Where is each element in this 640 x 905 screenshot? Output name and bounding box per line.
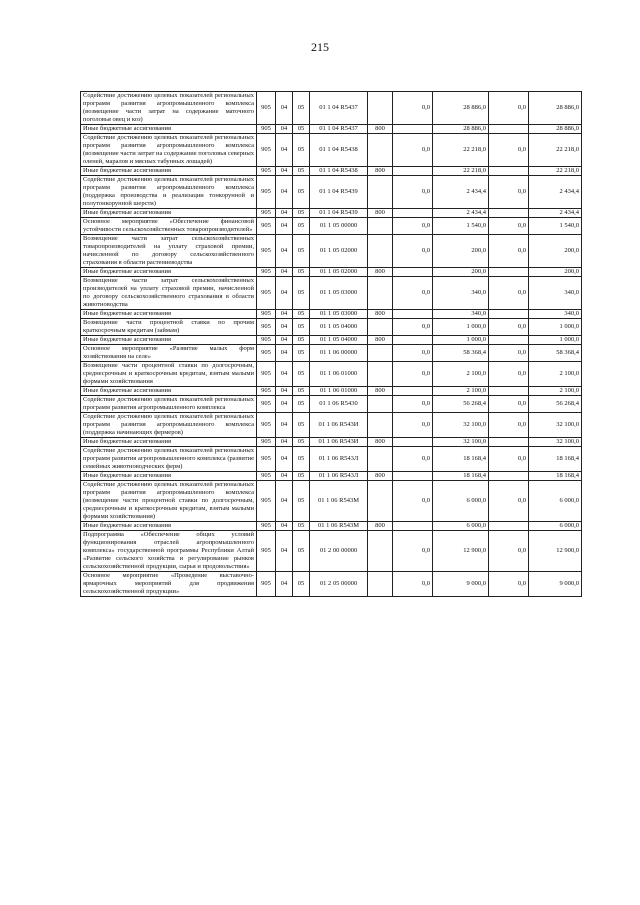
- cell-amount-2: 12 900,0: [433, 531, 489, 572]
- cell-target-article: 01 1 06 R543И: [310, 438, 368, 447]
- cell-amount-2: 340,0: [433, 310, 489, 319]
- cell-amount-4: 22 218,0: [529, 167, 582, 176]
- cell-target-article: 01 1 04 R5438: [310, 167, 368, 176]
- cell-amount-2: 6 000,0: [433, 522, 489, 531]
- cell-amount-1: [393, 472, 433, 481]
- cell-expense-type: [368, 345, 393, 362]
- cell-section: 04: [276, 235, 293, 268]
- cell-section: 04: [276, 310, 293, 319]
- cell-amount-3: [489, 522, 529, 531]
- cell-amount-1: 0,0: [393, 218, 433, 235]
- cell-subsection: 05: [293, 167, 310, 176]
- cell-subsection: 05: [293, 218, 310, 235]
- cell-target-article: 01 1 04 R5439: [310, 176, 368, 209]
- cell-amount-1: 0,0: [393, 572, 433, 597]
- cell-section: 04: [276, 447, 293, 472]
- cell-subsection: 05: [293, 387, 310, 396]
- cell-subsection: 05: [293, 345, 310, 362]
- cell-amount-3: 0,0: [489, 92, 529, 125]
- cell-grbs: 905: [257, 167, 276, 176]
- cell-subsection: 05: [293, 522, 310, 531]
- cell-amount-1: 0,0: [393, 176, 433, 209]
- cell-target-article: 01 1 05 00000: [310, 218, 368, 235]
- cell-amount-3: 0,0: [489, 345, 529, 362]
- cell-grbs: 905: [257, 336, 276, 345]
- cell-amount-4: 9 000,0: [529, 572, 582, 597]
- cell-target-article: 01 1 06 R543М: [310, 481, 368, 522]
- cell-amount-3: 0,0: [489, 481, 529, 522]
- cell-subsection: 05: [293, 396, 310, 413]
- cell-expense-type: 800: [368, 387, 393, 396]
- cell-target-article: 01 1 06 R543Л: [310, 447, 368, 472]
- cell-amount-3: 0,0: [489, 319, 529, 336]
- cell-amount-2: 58 368,4: [433, 345, 489, 362]
- page-number: 215: [311, 40, 329, 54]
- cell-amount-3: 0,0: [489, 413, 529, 438]
- cell-expense-type: 800: [368, 472, 393, 481]
- cell-amount-1: [393, 522, 433, 531]
- cell-name: Иные бюджетные ассигнования: [81, 268, 257, 277]
- cell-section: 04: [276, 268, 293, 277]
- cell-grbs: 905: [257, 176, 276, 209]
- cell-amount-2: 28 886,0: [433, 92, 489, 125]
- cell-amount-2: 22 218,0: [433, 167, 489, 176]
- cell-target-article: 01 1 06 R5430: [310, 396, 368, 413]
- cell-amount-2: 9 000,0: [433, 572, 489, 597]
- cell-amount-3: [489, 387, 529, 396]
- cell-amount-4: 6 000,0: [529, 481, 582, 522]
- cell-section: 04: [276, 345, 293, 362]
- cell-amount-2: 200,0: [433, 235, 489, 268]
- cell-amount-2: 32 100,0: [433, 438, 489, 447]
- cell-target-article: 01 1 05 03000: [310, 277, 368, 310]
- cell-expense-type: [368, 92, 393, 125]
- cell-subsection: 05: [293, 209, 310, 218]
- cell-name: Иные бюджетные ассигнования: [81, 125, 257, 134]
- cell-expense-type: [368, 218, 393, 235]
- cell-name: Возмещение части затрат сельскохозяйственных производителей на уплату страховой премии, начисленной по договору сельскохозяйственного страхования в области животноводства: [81, 277, 257, 310]
- cell-amount-1: [393, 209, 433, 218]
- cell-section: 04: [276, 167, 293, 176]
- cell-grbs: 905: [257, 235, 276, 268]
- cell-amount-3: 0,0: [489, 531, 529, 572]
- cell-amount-1: [393, 167, 433, 176]
- cell-section: 04: [276, 522, 293, 531]
- cell-amount-3: 0,0: [489, 218, 529, 235]
- cell-subsection: 05: [293, 531, 310, 572]
- cell-subsection: 05: [293, 134, 310, 167]
- cell-grbs: 905: [257, 345, 276, 362]
- cell-amount-4: 2 100,0: [529, 387, 582, 396]
- cell-amount-2: 1 000,0: [433, 336, 489, 345]
- cell-amount-1: 0,0: [393, 362, 433, 387]
- cell-amount-3: [489, 310, 529, 319]
- cell-grbs: 905: [257, 396, 276, 413]
- cell-amount-3: [489, 438, 529, 447]
- cell-name: Возмещение части затрат сельскохозяйственных товаропроизводителей на уплату страховой премии, начисленной по договору сельскохозяйственного страхования в области растениеводства: [81, 235, 257, 268]
- cell-target-article: 01 2 05 00000: [310, 572, 368, 597]
- cell-expense-type: 800: [368, 336, 393, 345]
- cell-subsection: 05: [293, 310, 310, 319]
- cell-section: 04: [276, 125, 293, 134]
- cell-section: 04: [276, 472, 293, 481]
- cell-expense-type: 800: [368, 522, 393, 531]
- cell-amount-1: 0,0: [393, 134, 433, 167]
- cell-amount-2: 2 100,0: [433, 362, 489, 387]
- cell-amount-1: [393, 438, 433, 447]
- cell-section: 04: [276, 218, 293, 235]
- cell-expense-type: 800: [368, 209, 393, 218]
- table-row: [81, 387, 582, 396]
- table-row: [81, 438, 582, 447]
- table-body: [81, 92, 582, 597]
- cell-subsection: 05: [293, 125, 310, 134]
- cell-section: 04: [276, 176, 293, 209]
- cell-expense-type: [368, 572, 393, 597]
- cell-amount-3: 0,0: [489, 447, 529, 472]
- cell-section: 04: [276, 396, 293, 413]
- cell-name: Иные бюджетные ассигнования: [81, 438, 257, 447]
- cell-amount-1: [393, 268, 433, 277]
- cell-grbs: 905: [257, 387, 276, 396]
- cell-subsection: 05: [293, 572, 310, 597]
- cell-target-article: 01 1 06 R543М: [310, 522, 368, 531]
- cell-name: Содействие достижению целевых показателей региональных программ развития агропромышленного комплекса (развитие семейных животноводческих ферм): [81, 447, 257, 472]
- cell-amount-4: 22 218,0: [529, 134, 582, 167]
- cell-subsection: 05: [293, 481, 310, 522]
- table-row: [81, 92, 582, 125]
- cell-amount-1: [393, 310, 433, 319]
- cell-amount-4: 28 886,0: [529, 125, 582, 134]
- cell-target-article: 01 1 04 R5437: [310, 125, 368, 134]
- cell-grbs: 905: [257, 218, 276, 235]
- cell-expense-type: [368, 319, 393, 336]
- cell-amount-2: 2 100,0: [433, 387, 489, 396]
- cell-expense-type: [368, 134, 393, 167]
- cell-subsection: 05: [293, 438, 310, 447]
- cell-amount-1: 0,0: [393, 277, 433, 310]
- cell-name: Основное мероприятие «Проведение выставочно-ярмарочных мероприятий для продвижения сельскохозяйственной продукции»: [81, 572, 257, 597]
- cell-expense-type: 800: [368, 268, 393, 277]
- cell-amount-4: 340,0: [529, 277, 582, 310]
- cell-amount-3: 0,0: [489, 362, 529, 387]
- cell-expense-type: [368, 396, 393, 413]
- cell-section: 04: [276, 572, 293, 597]
- cell-amount-4: 200,0: [529, 235, 582, 268]
- cell-grbs: 905: [257, 134, 276, 167]
- table-row: [81, 413, 582, 438]
- cell-amount-4: 2 434,4: [529, 209, 582, 218]
- table-row: [81, 472, 582, 481]
- cell-name: Содействие достижению целевых показателей региональных программ развития агропромышленного комплекса: [81, 396, 257, 413]
- cell-section: 04: [276, 336, 293, 345]
- cell-section: 04: [276, 531, 293, 572]
- table-row: [81, 345, 582, 362]
- cell-name: Иные бюджетные ассигнования: [81, 167, 257, 176]
- cell-amount-2: 1 000,0: [433, 319, 489, 336]
- cell-amount-2: 22 218,0: [433, 134, 489, 167]
- cell-section: 04: [276, 209, 293, 218]
- cell-expense-type: [368, 176, 393, 209]
- cell-target-article: 01 1 04 R5439: [310, 209, 368, 218]
- cell-amount-4: 18 168,4: [529, 472, 582, 481]
- cell-section: 04: [276, 134, 293, 167]
- cell-amount-4: 28 886,0: [529, 92, 582, 125]
- cell-amount-4: 12 900,0: [529, 531, 582, 572]
- cell-target-article: 01 1 06 R543И: [310, 413, 368, 438]
- table-row: [81, 362, 582, 387]
- table-row: [81, 531, 582, 572]
- cell-name: Содействие достижению целевых показателей региональных программ развития агропромышленного комплекса (возмещение части процентной ставки по долгосрочным, среднесрочным и краткосрочным кредитам, взятым малыми формами хозяйствования): [81, 481, 257, 522]
- cell-amount-1: [393, 387, 433, 396]
- cell-amount-2: 6 000,0: [433, 481, 489, 522]
- cell-section: 04: [276, 362, 293, 387]
- cell-amount-1: [393, 125, 433, 134]
- table-row: [81, 167, 582, 176]
- table-row: [81, 319, 582, 336]
- table-row: [81, 396, 582, 413]
- cell-amount-3: [489, 268, 529, 277]
- cell-expense-type: 800: [368, 167, 393, 176]
- cell-expense-type: [368, 531, 393, 572]
- table-row: [81, 447, 582, 472]
- table-row: [81, 522, 582, 531]
- cell-amount-4: 32 100,0: [529, 413, 582, 438]
- cell-name: Подпрограмма «Обеспечение общих условий функционирования отраслей агропромышленного комплекса» государственной программы Республики Алтай «Развитие сельского хозяйства и регулирование рынков сельскохозяйственной продукции, сырья и продовольствия»: [81, 531, 257, 572]
- cell-name: Возмещение части процентной ставки по прочим краткосрочным кредитам (займам): [81, 319, 257, 336]
- cell-amount-3: [489, 336, 529, 345]
- cell-grbs: 905: [257, 310, 276, 319]
- cell-subsection: 05: [293, 447, 310, 472]
- cell-subsection: 05: [293, 336, 310, 345]
- cell-expense-type: 800: [368, 438, 393, 447]
- cell-grbs: 905: [257, 472, 276, 481]
- cell-name: Основное мероприятие «Обеспечение финансовой устойчивости сельскохозяйственных товаропроизводителей»: [81, 218, 257, 235]
- cell-amount-4: 2 100,0: [529, 362, 582, 387]
- cell-section: 04: [276, 319, 293, 336]
- cell-amount-3: 0,0: [489, 176, 529, 209]
- cell-amount-1: 0,0: [393, 92, 433, 125]
- cell-amount-1: 0,0: [393, 531, 433, 572]
- cell-grbs: 905: [257, 277, 276, 310]
- cell-amount-2: 340,0: [433, 277, 489, 310]
- cell-amount-2: 28 886,0: [433, 125, 489, 134]
- cell-amount-4: 18 168,4: [529, 447, 582, 472]
- cell-name: Иные бюджетные ассигнования: [81, 336, 257, 345]
- cell-amount-2: 1 540,0: [433, 218, 489, 235]
- table-row: [81, 310, 582, 319]
- cell-amount-2: 18 168,4: [433, 472, 489, 481]
- cell-amount-1: 0,0: [393, 413, 433, 438]
- cell-grbs: 905: [257, 125, 276, 134]
- cell-amount-4: 32 100,0: [529, 438, 582, 447]
- cell-amount-4: 340,0: [529, 310, 582, 319]
- budget-table: [80, 91, 582, 597]
- cell-target-article: 01 1 06 00000: [310, 345, 368, 362]
- cell-expense-type: [368, 362, 393, 387]
- table-row: [81, 209, 582, 218]
- cell-name: Основное мероприятие «Развитие малых форм хозяйствования на селе»: [81, 345, 257, 362]
- cell-section: 04: [276, 387, 293, 396]
- cell-amount-2: 18 168,4: [433, 447, 489, 472]
- cell-target-article: 01 1 05 03000: [310, 310, 368, 319]
- table-row: [81, 125, 582, 134]
- table-row: [81, 176, 582, 209]
- cell-subsection: 05: [293, 268, 310, 277]
- cell-name: Иные бюджетные ассигнования: [81, 209, 257, 218]
- cell-grbs: 905: [257, 438, 276, 447]
- table-row: [81, 134, 582, 167]
- cell-amount-3: 0,0: [489, 134, 529, 167]
- cell-target-article: 01 1 05 04000: [310, 336, 368, 345]
- table-row: [81, 336, 582, 345]
- cell-subsection: 05: [293, 92, 310, 125]
- cell-amount-3: [489, 125, 529, 134]
- cell-target-article: 01 1 06 01000: [310, 362, 368, 387]
- cell-grbs: 905: [257, 209, 276, 218]
- cell-amount-3: 0,0: [489, 396, 529, 413]
- cell-grbs: 905: [257, 319, 276, 336]
- cell-name: Возмещение части процентной ставки по долгосрочным, среднесрочным и краткосрочным кредитам, взятым малыми формами хозяйствования: [81, 362, 257, 387]
- cell-target-article: 01 2 00 00000: [310, 531, 368, 572]
- cell-name: Содействие достижению целевых показателей региональных программ развития агропромышленного комплекса (возмещение части затрат на содержание маточного поголовья овец и коз): [81, 92, 257, 125]
- table-row: [81, 277, 582, 310]
- cell-name: Содействие достижению целевых показателей региональных программ развития агропромышленного комплекса (возмещение части затрат на содержание поголовья северных оленей, маралов и мясных табунных лошадей): [81, 134, 257, 167]
- cell-grbs: 905: [257, 572, 276, 597]
- cell-subsection: 05: [293, 413, 310, 438]
- cell-grbs: 905: [257, 531, 276, 572]
- cell-amount-4: 1 000,0: [529, 336, 582, 345]
- cell-subsection: 05: [293, 176, 310, 209]
- cell-amount-4: 1 540,0: [529, 218, 582, 235]
- cell-expense-type: [368, 447, 393, 472]
- table-row: [81, 218, 582, 235]
- cell-amount-3: [489, 167, 529, 176]
- cell-target-article: 01 1 04 R5438: [310, 134, 368, 167]
- cell-grbs: 905: [257, 268, 276, 277]
- cell-name: Иные бюджетные ассигнования: [81, 387, 257, 396]
- cell-amount-4: 6 000,0: [529, 522, 582, 531]
- cell-target-article: 01 1 06 R543Л: [310, 472, 368, 481]
- cell-expense-type: [368, 235, 393, 268]
- cell-amount-1: 0,0: [393, 447, 433, 472]
- cell-subsection: 05: [293, 472, 310, 481]
- cell-expense-type: [368, 277, 393, 310]
- cell-amount-4: 2 434,4: [529, 176, 582, 209]
- cell-section: 04: [276, 438, 293, 447]
- cell-grbs: 905: [257, 481, 276, 522]
- cell-subsection: 05: [293, 277, 310, 310]
- cell-target-article: 01 1 05 02000: [310, 268, 368, 277]
- cell-amount-2: 56 268,4: [433, 396, 489, 413]
- table-row: [81, 481, 582, 522]
- cell-expense-type: [368, 481, 393, 522]
- table-row: [81, 572, 582, 597]
- cell-grbs: 905: [257, 447, 276, 472]
- cell-amount-3: 0,0: [489, 277, 529, 310]
- table-row: [81, 235, 582, 268]
- cell-expense-type: 800: [368, 310, 393, 319]
- cell-amount-3: [489, 209, 529, 218]
- cell-amount-1: [393, 336, 433, 345]
- cell-amount-4: 56 268,4: [529, 396, 582, 413]
- cell-grbs: 905: [257, 92, 276, 125]
- cell-amount-4: 200,0: [529, 268, 582, 277]
- cell-amount-2: 2 434,4: [433, 176, 489, 209]
- cell-grbs: 905: [257, 362, 276, 387]
- cell-section: 04: [276, 92, 293, 125]
- cell-name: Содействие достижению целевых показателей региональных программ развития агропромышленного комплекса (поддержка производства и реализации тонкорунной и полутонкорунной шерсти): [81, 176, 257, 209]
- cell-target-article: 01 1 05 02000: [310, 235, 368, 268]
- cell-amount-1: 0,0: [393, 396, 433, 413]
- cell-target-article: 01 1 05 04000: [310, 319, 368, 336]
- cell-amount-1: 0,0: [393, 235, 433, 268]
- cell-section: 04: [276, 413, 293, 438]
- cell-target-article: 01 1 06 01000: [310, 387, 368, 396]
- cell-amount-1: 0,0: [393, 481, 433, 522]
- cell-expense-type: 800: [368, 125, 393, 134]
- cell-section: 04: [276, 277, 293, 310]
- cell-grbs: 905: [257, 413, 276, 438]
- cell-amount-4: 58 368,4: [529, 345, 582, 362]
- cell-name: Иные бюджетные ассигнования: [81, 310, 257, 319]
- table-row: [81, 268, 582, 277]
- cell-amount-1: 0,0: [393, 319, 433, 336]
- cell-name: Иные бюджетные ассигнования: [81, 472, 257, 481]
- cell-amount-1: 0,0: [393, 345, 433, 362]
- cell-amount-2: 200,0: [433, 268, 489, 277]
- cell-grbs: 905: [257, 522, 276, 531]
- cell-amount-3: 0,0: [489, 235, 529, 268]
- cell-amount-2: 32 100,0: [433, 413, 489, 438]
- cell-name: Иные бюджетные ассигнования: [81, 522, 257, 531]
- cell-amount-3: 0,0: [489, 572, 529, 597]
- cell-subsection: 05: [293, 235, 310, 268]
- cell-expense-type: [368, 413, 393, 438]
- cell-amount-4: 1 000,0: [529, 319, 582, 336]
- cell-subsection: 05: [293, 362, 310, 387]
- cell-amount-2: 2 434,4: [433, 209, 489, 218]
- cell-name: Содействие достижению целевых показателей региональных программ развития агропромышленного комплекса (поддержка начинающих фермеров): [81, 413, 257, 438]
- cell-section: 04: [276, 481, 293, 522]
- cell-subsection: 05: [293, 319, 310, 336]
- cell-target-article: 01 1 04 R5437: [310, 92, 368, 125]
- cell-amount-3: [489, 472, 529, 481]
